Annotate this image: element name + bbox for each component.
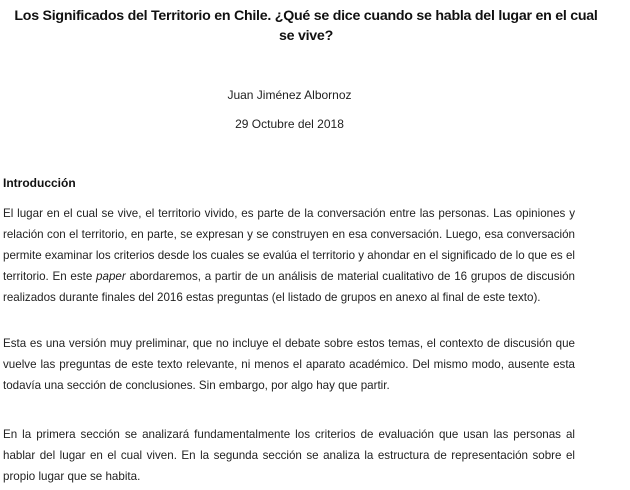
paragraph-intro-3: En la primera sección se analizará fundamentalmente los criterios de evaluación que usan las personas al hablar del lugar en el cual viven. En la segunda sección se analiza la estructura de representación sobre el propio lugar que se habita. bbox=[3, 428, 575, 483]
paragraph-text: El lugar en el cual se vive, el territorio vivido, es parte de la conversación entre las personas. Las opiniones y relación con el territorio, en parte, se expresan y se construyen en esa conversación. Luego, esa conversación permite examinar los criterios desde los cuales se evalúa el territorio y ahondar en el significado de lo que es el territorio. En este bbox=[3, 207, 575, 283]
paragraph-intro-1 bbox=[3, 203, 575, 308]
paragraph-intro-2: Esta es una versión muy preliminar, que no incluye el debate sobre estos temas, el contexto de discusión que vuelve las preguntas de este texto relevante, ni menos el aparato académico. Del mismo modo, ausente esta todavía una sección de conclusiones. Sin embargo, por algo hay que partir. bbox=[3, 337, 575, 392]
paragraph-text: abordaremos, a partir de un análisis de material cualitativo de 16 grupos de discusión realizados durante finales del 2016 estas preguntas (el listado de grupos en anexo al final de este texto). bbox=[3, 270, 575, 304]
italic-term: paper bbox=[96, 270, 126, 283]
publication-date: 29 Octubre del 2018 bbox=[235, 117, 344, 131]
document-title: Los Significados del Territorio en Chile. ¿Qué se dice cuando se habla del lugar en el cual se vive? bbox=[14, 8, 598, 44]
section-heading: Introducción bbox=[3, 176, 76, 190]
author-name: Juan Jiménez Albornoz bbox=[227, 88, 352, 102]
